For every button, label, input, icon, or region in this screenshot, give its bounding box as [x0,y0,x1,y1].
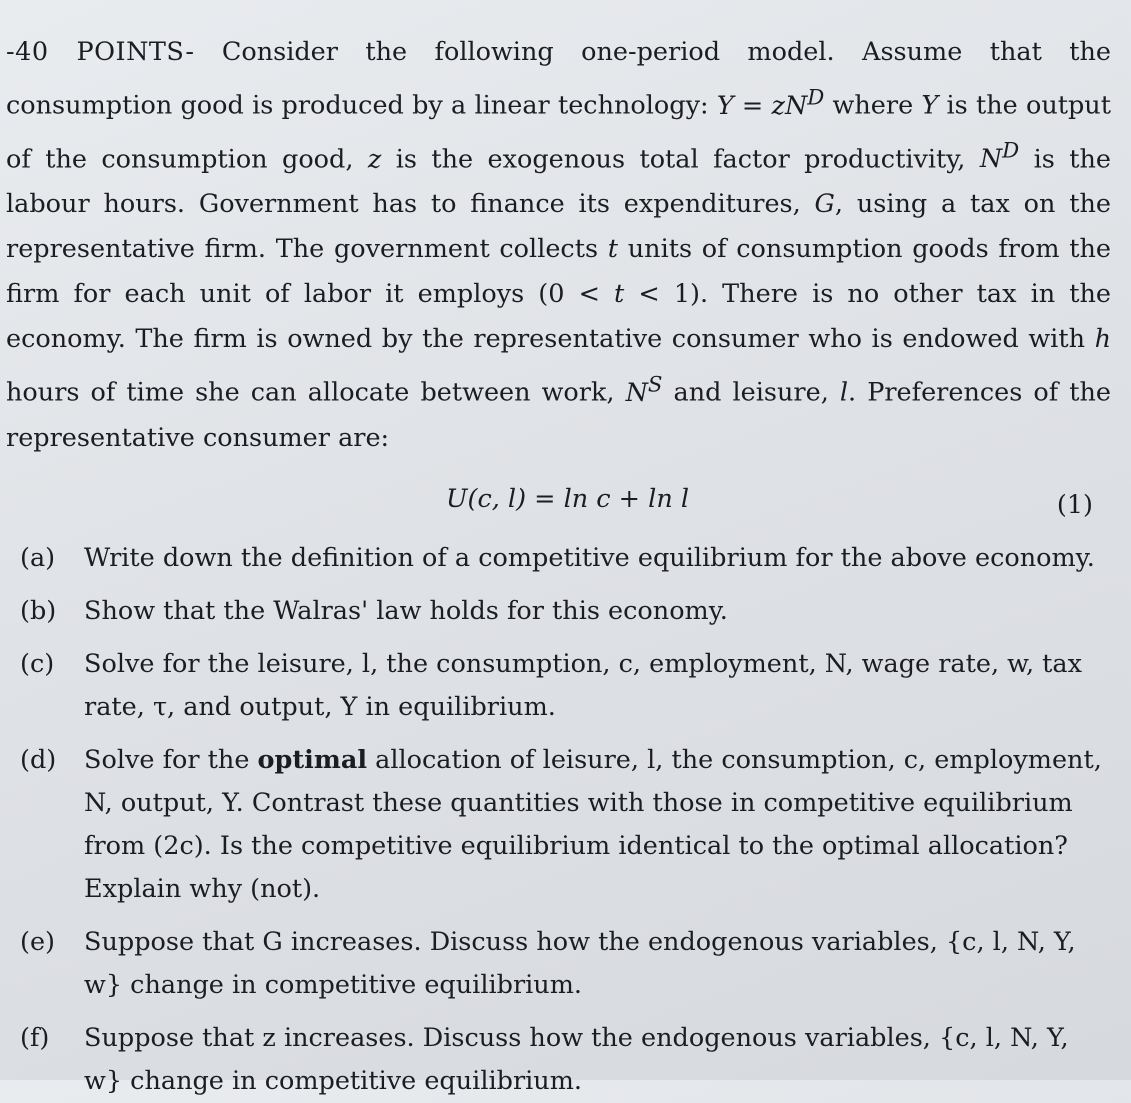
part-f: (f) Suppose that z increases. Discuss how the endogenous variables, {c, l, N, Y, w} change in competitive equilibrium. [20,1022,1069,1096]
equation-number: (1) [1056,489,1093,520]
part-c: (c) Solve for the leisure, l, the consumption, c, employment, N, wage rate, w, tax rate, τ, and output, Y in equilibrium. [20,648,1083,722]
points-label: -40 POINTS- [6,37,195,67]
production-function: $Y = zN^D$ [716,85,825,121]
question-parts [6,537,1111,1103]
equation-expression: U(c, l) = ln c + ln l [446,483,689,514]
part-a: (a) Write down the definition of a competitive equilibrium for the above economy. [20,542,1095,573]
part-b: (b) Show that the Walras' law holds for this economy. [20,595,728,626]
utility-equation [6,471,1111,529]
part-d: (d) Solve for the optimal allocation of leisure, l, the consumption, c, employment, N, output, Y. Contrast these quantities with those in competitive equilibrium from (2c). Is the competitive equilibrium identical to the optimal allocation? Explain why (not). [20,744,1102,904]
problem-intro: -40 POINTS- Consider the following one-period model. Assume that the consumption good is produced by a linear technology: $Y = zN^D$ where Y is the output of the consumption good, z is the exogenous total factor productivity, $N^D$ is the labour hours. Government has to finance its expenditures, G, using a tax on the representative firm. The government collects t units of consumption goods from the firm for each unit of labor it employs (0 < t < 1). There is no other tax in the economy. The firm is owned by the representative consumer who is endowed with h hours of time she can allocate between work, $N^S$ and leisure, l. Preferences of the representative consumer are: [6,37,1112,453]
part-e: (e) Suppose that G increases. Discuss how the endogenous variables, {c, l, N, Y, w} change in competitive equilibrium. [20,926,1076,1000]
